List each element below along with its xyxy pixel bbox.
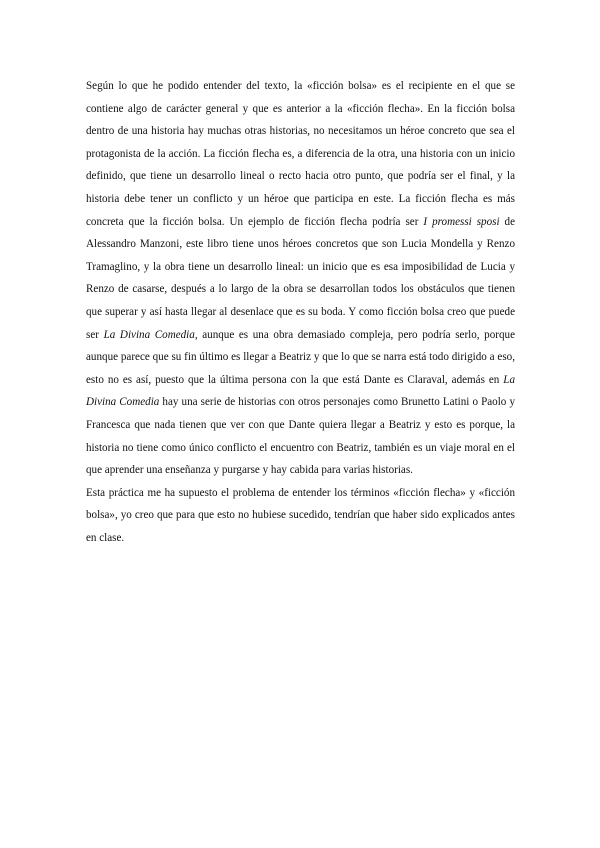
paragraph-ficcion-bolsa-flecha xyxy=(86,75,515,482)
text-run: de Alessandro Manzoni, este libro tiene unos héroes concretos que son Lucia Mondella y Renzo Tramaglino, y la obra tiene un desarrollo lineal: un inicio que es esa imposibilidad de Lucia y Renzo de casarse, después a lo largo de la obra se desarrollan todos los obstáculos que tienen que superar y así hasta llegar al desenlace que es su boda. Y como ficción bolsa creo que puede ser xyxy=(86,215,515,341)
paragraph-conclusion xyxy=(86,482,515,550)
book-title-divina-comedia: La Divina Comedia xyxy=(103,328,195,341)
book-title-divina-comedia: La Divina Comedia xyxy=(86,373,515,409)
book-title-promessi-sposi: I promessi sposi xyxy=(423,215,500,228)
text-run: , aunque es una obra demasiado compleja, pero podría serlo, porque aunque parece que su fin último es llegar a Beatriz y que lo que se narra está todo dirigido a eso, esto no es así, puesto que la última persona con la que está Dante es Claraval, además en xyxy=(86,328,515,386)
text-run: hay una serie de historias con otros personajes como Brunetto Latini o Paolo y Francesca que nada tienen que ver con que Dante quiera llegar a Beatriz y esto es porque, la historia no tiene como único conflicto el encuentro con Beatriz, también es un viaje moral en el que aprender una enseñanza y purgarse y hay cabida para varias historias. xyxy=(86,396,515,477)
text-run: Según lo que he podido entender del texto, la «ficción bolsa» es el recipiente en el que se contiene algo de carácter general y que es anterior a la «ficción flecha». En la ficción bolsa dentro de una historia hay muchas otras historias, no necesitamos un héroe concreto que sea el protagonista de la acción. La ficción flecha es, a diferencia de la otra, una historia con un inicio definido, que tiene un desarrollo lineal o recto hacia otro punto, que podría ser el final, y la historia debe tener un conflicto y un héroe que participa en este. La ficción flecha es más concreta que la ficción bolsa. Un ejemplo de ficción flecha podría ser xyxy=(86,80,515,228)
text-run: Esta práctica me ha supuesto el problema de entender los términos «ficción flecha» y «ficción bolsa», yo creo que para que esto no hubiese sucedido, tendrían que haber sido explicados antes en clase. xyxy=(86,486,515,544)
body-text xyxy=(86,75,515,549)
